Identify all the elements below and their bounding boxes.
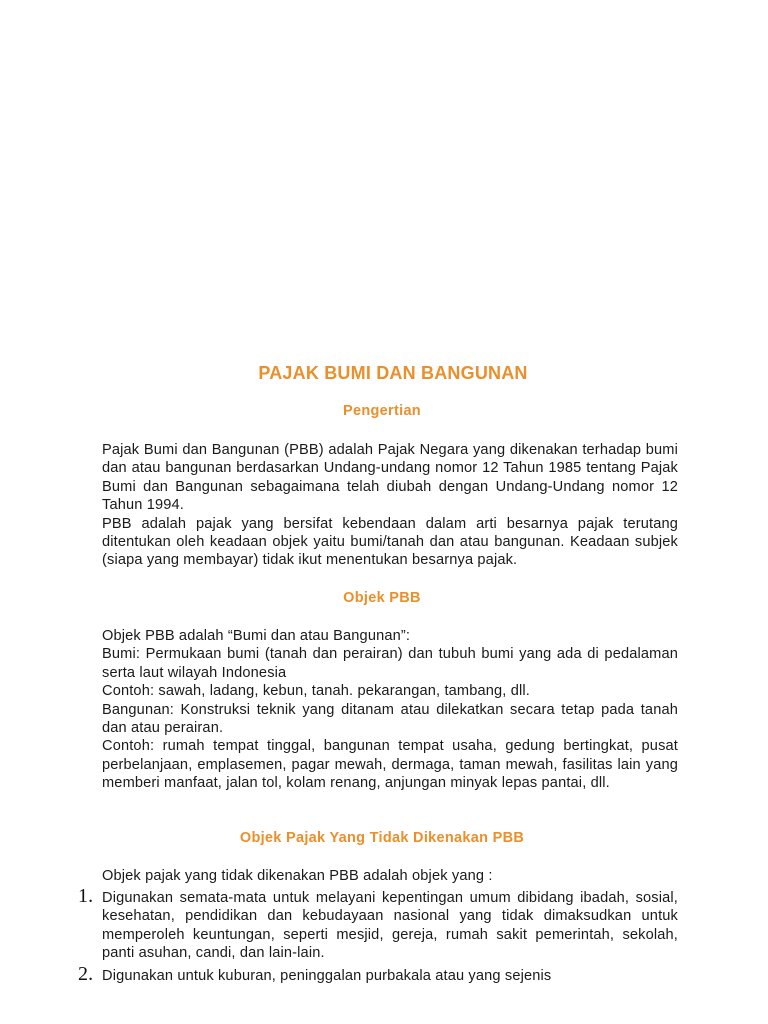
tidak-dikenakan-intro: Objek pajak yang tidak dikenakan PBB adalah objek yang :	[102, 868, 493, 884]
objek-bumi: Bumi: Permukaan bumi (tanah dan perairan) dan tubuh bumi yang ada di pedalaman serta laut wilayah Indonesia	[102, 646, 678, 681]
heading-pengertian: Pengertian	[343, 403, 421, 419]
pengertian-paragraph-2: PBB adalah pajak yang bersifat kebendaan dalam arti besarnya pajak terutang ditentukan oleh keadaan objek yaitu bumi/tanah dan atau bangunan. Keadaan subjek (siapa yang membayar) tidak ikut menentukan besarnya pajak.	[102, 515, 678, 569]
list-item	[78, 885, 678, 963]
list-item-text: Digunakan untuk kuburan, peninggalan purbakala atau yang sejenis	[102, 967, 552, 984]
objek-section	[102, 627, 678, 793]
tidak-dikenakan-list	[78, 885, 678, 985]
objek-bangunan: Bangunan: Konstruksi teknik yang ditanam atau dilekatkan secara tetap pada tanah dan atau perairan.	[102, 701, 678, 737]
objek-contoh-bangunan: Contoh: rumah tempat tinggal, bangunan tempat usaha, gedung bertingkat, pusat perbelanjaan, emplasemen, pagar mewah, dermaga, taman mewah, fasilitas lain yang memberi manfaat, jalan tol, kolam renang, anjungan minyak lepas pantai, dll.	[102, 738, 678, 792]
list-item-number: 2.	[78, 962, 94, 985]
list-item-text: Digunakan semata-mata untuk melayani kepentingan umum dibidang ibadah, sosial, kesehatan, pendidikan dan kebudayaan nasional yang tidak dimaksudkan untuk memperoleh keuntungan, seperti mesjid, gereja, rumah sakit pemerintah, sekolah, panti asuhan, candi, dan lain-lain.	[102, 890, 678, 962]
list-item-number: 1.	[78, 885, 94, 907]
tidak-dikenakan-intro-block	[102, 867, 678, 885]
pengertian-section	[102, 441, 678, 570]
heading-objek-pbb: Objek PBB	[343, 590, 421, 606]
document-title: PAJAK BUMI DAN BANGUNAN	[258, 363, 528, 383]
objek-contoh-bumi: Contoh: sawah, ladang, kebun, tanah. pekarangan, tambang, dll.	[102, 683, 530, 700]
objek-intro: Objek PBB adalah “Bumi dan atau Bangunan”:	[102, 628, 411, 644]
pengertian-paragraph-1: Pajak Bumi dan Bangunan (PBB) adalah Pajak Negara yang dikenakan terhadap bumi dan atau bangunan berdasarkan Undang-undang nomor 12 Tahun 1985 tentang Pajak Bumi dan Bangunan sebagaimana telah diubah dengan Undang-Undang nomor 12 Tahun 1994.	[102, 442, 678, 514]
heading-tidak-dikenakan: Objek Pajak Yang Tidak Dikenakan PBB	[239, 830, 525, 846]
list-item	[78, 962, 678, 985]
